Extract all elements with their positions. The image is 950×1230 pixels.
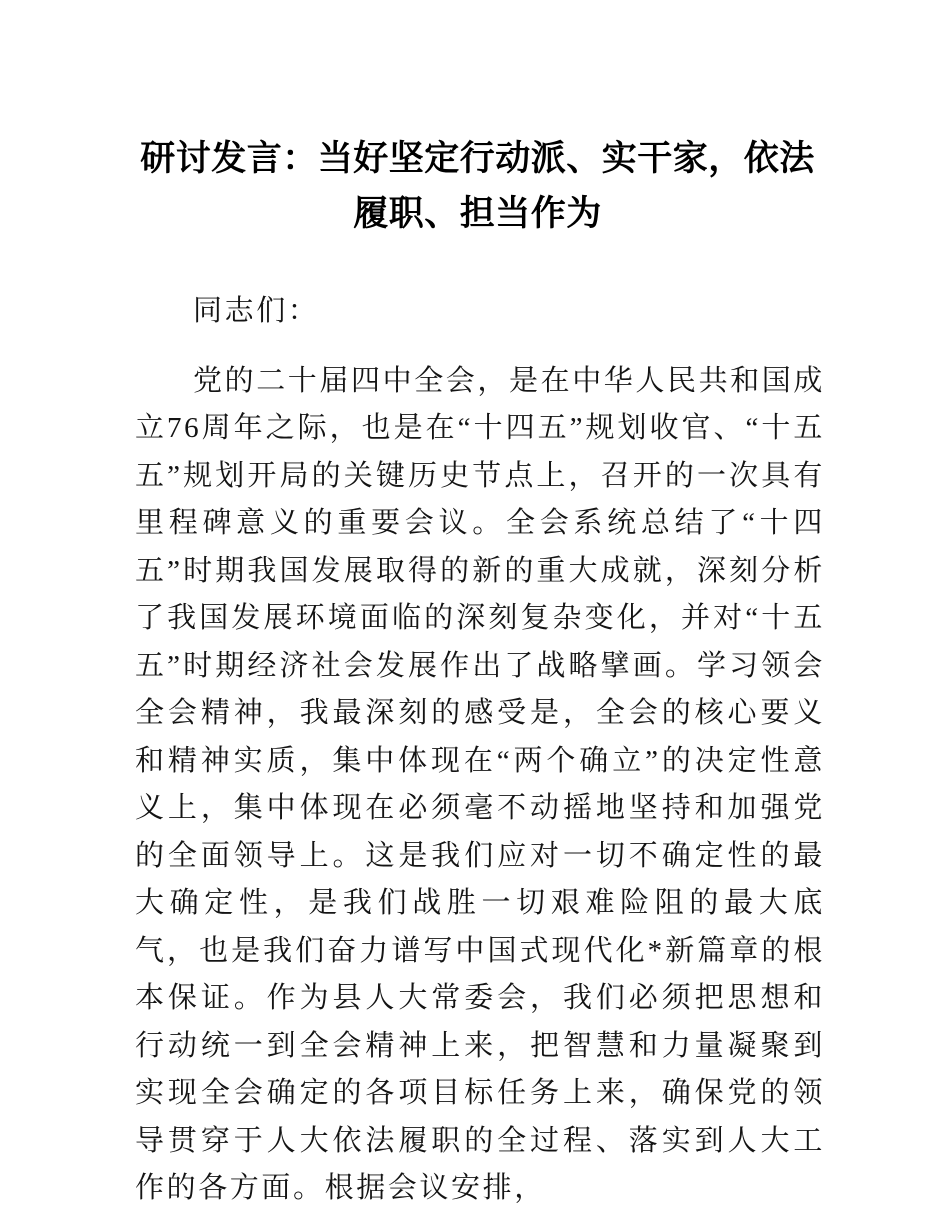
page-title: 研讨发言：当好坚定行动派、实干家，依法履职、担当作为 — [140, 139, 815, 234]
salutation-line: 同志们： — [193, 295, 320, 327]
document-body — [135, 288, 825, 1213]
body-paragraph-1: 党的二十届四中全会，是在中华人民共和国成立76周年之际，也是在“十四五”规划收官、“十五五”规划开局的关键历史节点上，召开的一次具有里程碑意义的重要会议。全会系统总结了“十四五”时期我国发展取得的新的重大成就，深刻分析了我国发展环境面临的深刻复杂变化，并对“十五五”时期经济社会发展作出了战略擘画。学习领会全会精神，我最深刻的感受是，全会的核心要义和精神实质，集中体现在“两个确立”的决定性意义上，集中体现在必须毫不动摇地坚持和加强党的全面领导上。这是我们应对一切不确定性的最大确定性，是我们战胜一切艰难险阻的最大底气，也是我们奋力谱写中国式现代化*新篇章的根本保证。作为县人大常委会，我们必须把思想和行动统一到全会精神上来，把智慧和力量凝聚到实现全会确定的各项目标任务上来，确保党的领导贯穿于人大依法履职的全过程、落实到人大工作的各方面。根据会议安排， — [135, 364, 826, 1204]
